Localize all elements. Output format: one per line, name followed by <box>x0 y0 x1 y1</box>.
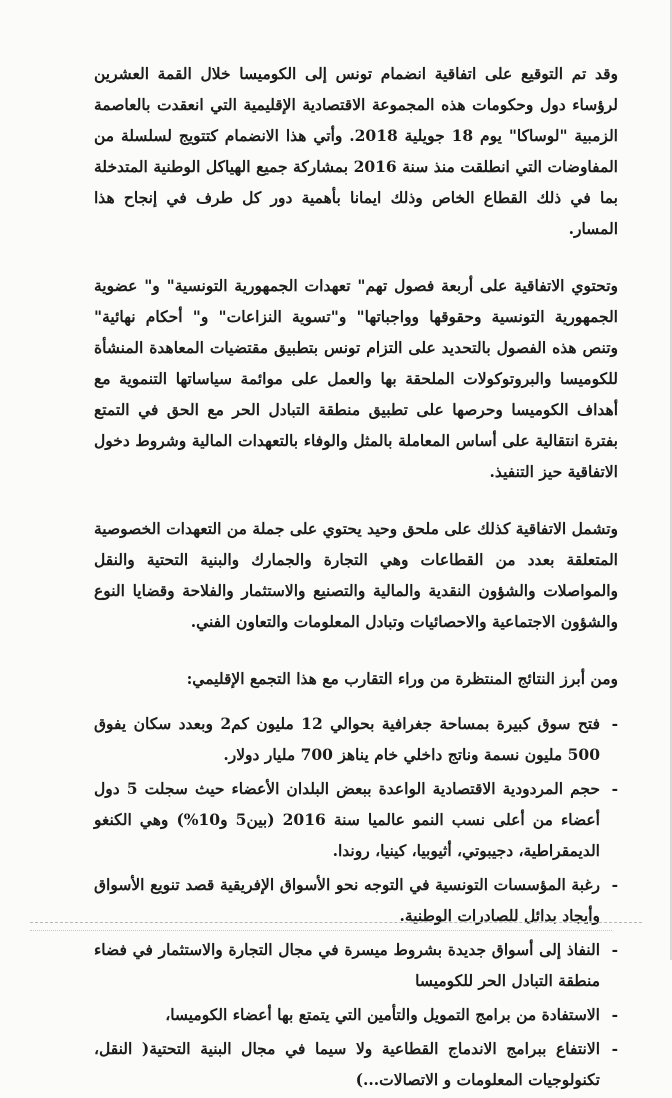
list-item-text: النفاذ إلى أسواق جديدة بشروط ميسرة في مجال التجارة والاستثمار في فضاء منطقة التبادل الحر للكوميسا <box>94 940 600 990</box>
list-item <box>94 999 618 1030</box>
list-item-text: رغبة المؤسسات التونسية في التوجه نحو الأسواق الإفريقية قصد تنويع الأسواق وأيجاد بدائل للصادرات الوطنية. <box>94 875 600 925</box>
bullet-dash: - <box>611 714 618 733</box>
bullet-dash: - <box>611 779 618 798</box>
bullet-dash: - <box>611 1039 618 1058</box>
bullet-dash: - <box>611 1005 618 1024</box>
paragraph-chapters: وتحتوي الاتفاقية على أربعة فصول تهم" تعهدات الجمهورية التونسية" و" عضوية الجمهورية التونسية وحقوقها وواجباتها" و"تسوية النزاعات" و" أحكام نهائية" وتنص هذه الفصول بالتحديد على التزام تونس بتطبيق مقتضيات المعاهدة المنشأة للكوميسا والبروتوكولات الملحقة بها والعمل على موائمة سياساتها التنموية مع أهداف الكوميسا وحرصها على تطبيق منطقة التبادل الحر مع الحق في التمتع بفترة انتقالية على أساس المعاملة بالمثل والوفاء بالتعهدات المالية وشروط دخول الاتفاقية حيز التنفيذ. <box>94 276 618 481</box>
list-item-text: حجم المردودية الاقتصادية الواعدة ببعض البلدان الأعضاء حيث سجلت 5 دول أعضاء من أعلى نسب النمو عالميا سنة 2016 (بين5 و10%) وهي الكنغو الديمقراطية، دجيبوتي، أثيوبيا، كينيا، روندا. <box>94 779 600 860</box>
bullet-dash: - <box>611 940 618 959</box>
bullet-dash: - <box>611 875 618 894</box>
document-body <box>94 58 618 1098</box>
results-intro: ومن أبرز النتائج المنتظرة من وراء التقارب مع هذا التجمع الإقليمي: <box>186 669 618 688</box>
list-item <box>94 708 618 770</box>
list-item <box>94 1033 618 1095</box>
list-item-text: الاستفادة من برامج التمويل والتأمين التي يتمتع بها أعضاء الكوميسا، <box>165 1005 600 1024</box>
scan-artifact-line <box>30 922 642 923</box>
scan-artifact-line <box>30 930 612 931</box>
list-item-text: فتح سوق كبيرة بمساحة جغرافية بحوالي 12 مليون كم2 وبعدد سكان يفوق 500 مليون نسمة وناتج داخلي خام يناهز 700 مليار دولار. <box>94 714 600 764</box>
paragraph-annex: وتشمل الاتفاقية كذلك على ملحق وحيد يحتوي على جملة من التعهدات الخصوصية المتعلقة بعدد من القطاعات وهي التجارة والجمارك والبنية التحتية والنقل والمواصلات والشؤون النقدية والمالية والتصنيع والاستثمار والفلاحة وقضايا النوع والشؤون الاجتماعية والاحصائيات وتبادل المعلومات والتعاون الفني. <box>94 519 618 631</box>
results-list <box>94 708 618 1095</box>
list-item <box>94 773 618 866</box>
list-item-text: الانتفاع ببرامج الاندماج القطاعية ولا سيما في مجال البنية التحتية( النقل، تكنولوجيات المعلومات و الاتصالات...) <box>94 1039 600 1089</box>
paragraph-accession: وقد تم التوقيع على اتفاقية انضمام تونس إلى الكوميسا خلال القمة العشرين لرؤساء دول وحكومات هذه المجموعة الاقتصادية الإقليمية التي انعقدت بالعاصمة الزمبية "لوساكا" يوم 18 جويلية 2018. وأتي هذا الانضمام كتتويج لسلسلة من المفاوضات التي انطلقت منذ سنة 2016 بمشاركة جميع الهياكل الوطنية المتدخلة بما في ذلك القطاع الخاص وذلك ايمانا بأهمية دور كل طرف في إنجاح هذا المسار. <box>94 64 618 238</box>
list-item <box>94 934 618 996</box>
